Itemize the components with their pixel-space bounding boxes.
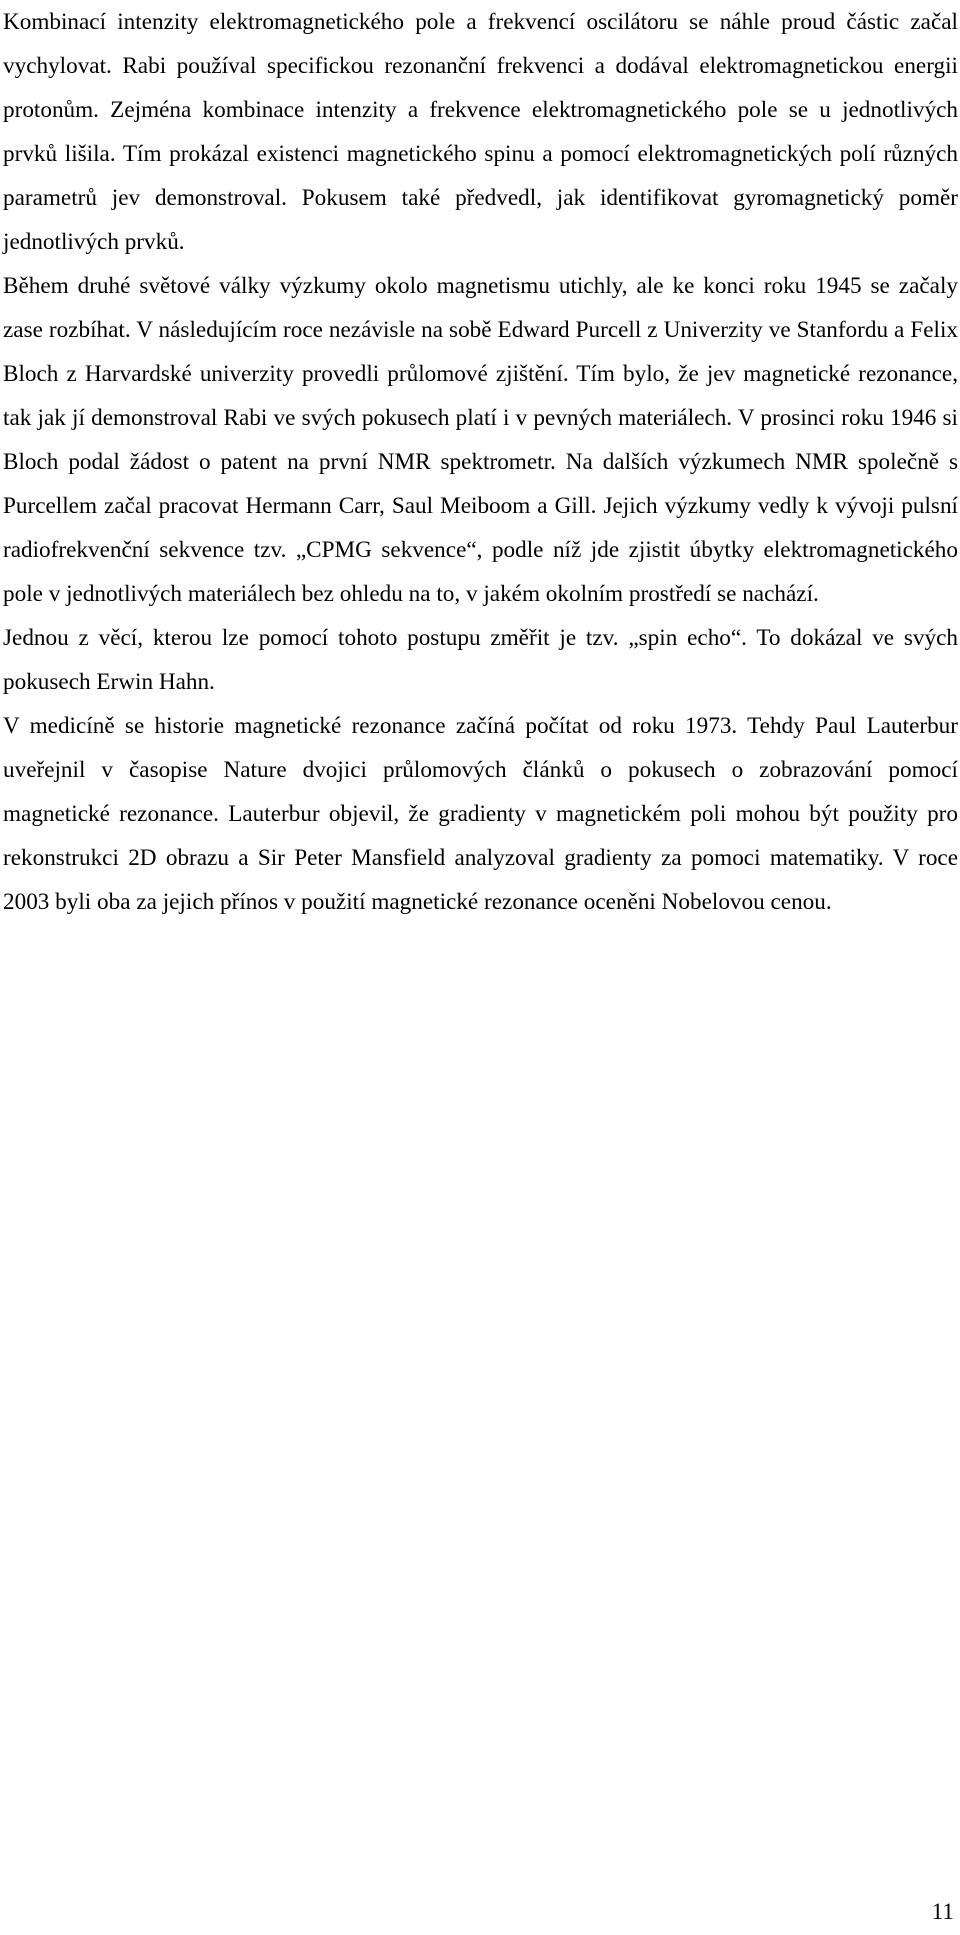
paragraph-post-war-research: Během druhé světové války výzkumy okolo magnetismu utichly, ale ke konci roku 1945 se začaly zase rozbíhat. V následujícím roce nezávisle na sobě Edward Purcell z Univerzity ve Stanfordu a Felix Bloch z Harvardské univerzity provedli průlomové zjištění. Tím bylo, že jev magnetické rezonance, tak jak jí demonstroval Rabi ve svých pokusech platí i v pevných materiálech. V prosinci roku 1946 si Bloch podal žádost o patent na první NMR spektrometr. Na dalších výzkumech NMR společně s Purcellem začal pracovat Hermann Carr, Saul Meiboom a Gill. Jejich výzkumy vedly k vývoji pulsní radiofrekvenční sekvence tzv. „CPMG sekvence“, podle níž jde zjistit úbytky elektromagnetického pole v jednotlivých materiálech bez ohledu na to, v jakém okolním prostředí se nachází. [3, 273, 958, 607]
paragraph-rabi-experiment: Kombinací intenzity elektromagnetického pole a frekvencí oscilátoru se náhle proud částic začal vychylovat. Rabi používal specifickou rezonanční frekvenci a dodával elektromagnetickou energii protonům. Zejména kombinace intenzity a frekvence elektromagnetického pole se u jednotlivých prvků lišila. Tím prokázal existenci magnetického spinu a pomocí elektromagnetických polí různých parametrů jev demonstroval. Pokusem také předvedl, jak identifikovat gyromagnetický poměr jednotlivých prvků. [3, 9, 958, 255]
paragraph-medicine-history: V medicíně se historie magnetické rezonance začíná počítat od roku 1973. Tehdy Paul Lauterbur uveřejnil v časopise Nature dvojici průlomových článků o pokusech o zobrazování pomocí magnetické rezonance. Lauterbur objevil, že gradienty v magnetickém poli mohou být použity pro rekonstrukci 2D obrazu a Sir Peter Mansfield analyzoval gradienty za pomoci matematiky. V roce 2003 byli oba za jejich přínos v použití magnetické rezonance oceněni Nobelovou cenou. [3, 713, 958, 915]
page-number: 11 [931, 1899, 954, 1925]
body-text [3, 0, 958, 924]
paragraph-spin-echo: Jednou z věcí, kterou lze pomocí tohoto postupu změřit je tzv. „spin echo“. To dokázal ve svých pokusech Erwin Hahn. [3, 625, 958, 695]
